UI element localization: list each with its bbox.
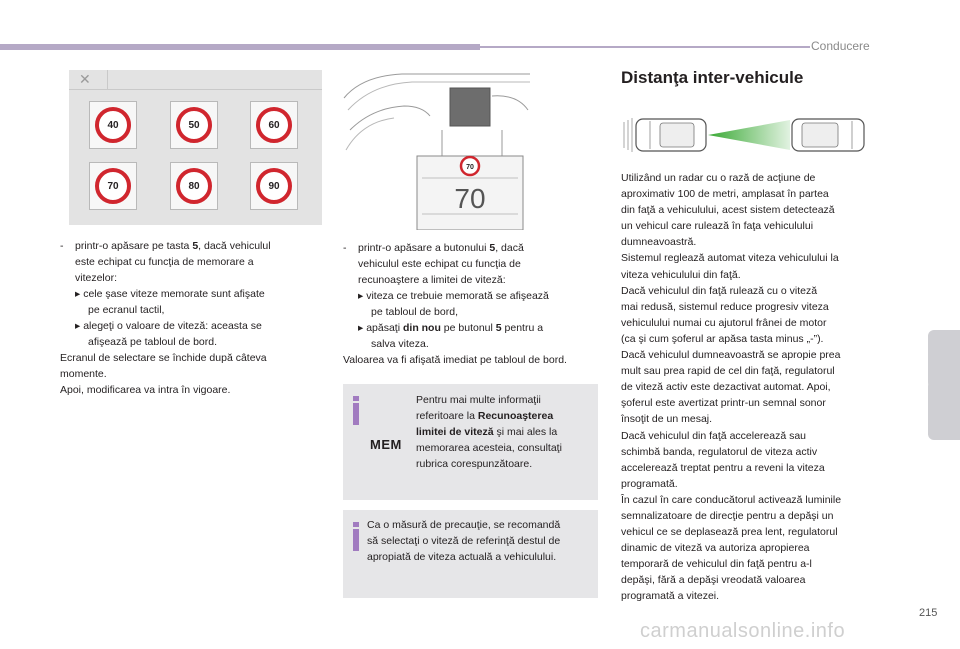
text-line: mult sau prea rapid de cel din faţă, regulatorul (621, 365, 835, 378)
text-line: Ca o măsură de precauţie, se recomandă (367, 519, 561, 531)
text-line: Pentru mai multe informaţii (416, 394, 541, 406)
text-line: Utilizând un radar cu o rază de acţiune de (621, 172, 816, 184)
radar-illustration (620, 114, 872, 156)
info-box-text (416, 392, 562, 472)
text-line: (ca şi cum şoferul ar apăsa tasta minus „-”). (621, 332, 824, 345)
speed-tile-40 (89, 101, 137, 149)
header-accent-bar (0, 44, 480, 50)
text-line: rubrica corespunzătoare. (416, 458, 533, 470)
text-line: recunoaştere a limitei de viteză: (358, 274, 506, 286)
right-column-text (621, 170, 841, 605)
speed-sign-icon: 50 (176, 107, 212, 143)
left-column-text (60, 238, 271, 398)
text-line: Apoi, modificarea va intra în vigoare. (60, 384, 231, 396)
text-line: semnalizatoare de direcţie pentru a depăşi un (621, 509, 834, 522)
text-line: însoţit de un mesaj. (621, 413, 713, 426)
text-line: apăsaţi (363, 322, 403, 334)
text-line: viteza vehiculului din faţă. (621, 268, 741, 281)
speed-tile-90 (250, 162, 298, 210)
radar-beam-icon (708, 120, 790, 150)
watermark: carmanualsonline.info (640, 620, 846, 642)
speed-tile-60 (250, 101, 298, 149)
text-line: şoferul este avertizat printr-un semnal sonor (621, 397, 826, 410)
text-line: din faţă a vehiculului, acest sistem detectează (621, 204, 835, 217)
text-line: printr-o apăsare a butonului (358, 242, 490, 254)
section-heading: Distanţa inter-vehicule (621, 68, 804, 87)
text-line: şi mai ales la (493, 426, 558, 438)
text-line: Dacă vehiculul din faţă accelerează sau (621, 429, 807, 442)
dashboard-illustration (342, 70, 532, 230)
speed-tile-80 (170, 162, 218, 210)
text-line: vitezelor: (75, 272, 118, 284)
close-icon: ✕ (79, 71, 91, 87)
check-bullet-icon: ▸ (358, 322, 364, 334)
text-line: apropiată de viteza actuală a vehiculului. (367, 551, 557, 563)
text-line: este echipat cu funcţia de memorare a (75, 256, 254, 268)
text-line: Dacă vehiculul dumneavoastră se apropie prea (621, 349, 841, 362)
speed-sign-icon: 60 (256, 107, 292, 143)
bold-text: din nou (402, 322, 441, 334)
text-line: viteza ce trebuie memorată se afişează (363, 290, 549, 302)
chapter-number: 6 (899, 346, 931, 409)
text-line: temporară de vehiculul din faţă pentru a-l (621, 558, 812, 571)
rear-vehicle-icon (624, 118, 706, 152)
text-line: pe butonul (440, 322, 496, 334)
text-line: referitoare la (416, 410, 478, 422)
text-line: momente. (60, 368, 107, 380)
text-line: Dacă vehiculul din faţă rulează cu o viteză (621, 284, 818, 297)
text-line: mai redusă, sistemul reduce progresiv viteza (621, 300, 829, 313)
text-line: , dacă vehiculul (198, 240, 271, 252)
text-line: de viteză activ este dezactivat automat. Apoi, (621, 381, 831, 394)
text-line: programată. (621, 477, 678, 490)
text-line: un vehicul care rulează în faţa vehiculului (621, 220, 814, 233)
page-number: 215 (919, 607, 938, 619)
text-line: schimbă banda, regulatorul de viteza activ (621, 445, 818, 458)
speed-sign-icon: 90 (256, 168, 292, 204)
header-accent-line (480, 46, 810, 48)
text-line: aproximativ 100 de metri, amplasat în partea (621, 188, 829, 201)
screen-top-bar (69, 70, 322, 90)
speed-sign-icon: 70 (95, 168, 131, 204)
divider (107, 70, 108, 90)
list-dash: - (343, 242, 347, 254)
info-box-text (367, 517, 560, 565)
info-icon (353, 396, 359, 426)
bold-text: 5 (495, 322, 502, 334)
text-line: În cazul în care conducătorul activează luminile (621, 493, 842, 506)
front-vehicle-icon (792, 119, 864, 151)
check-bullet-icon: ▸ (75, 288, 81, 300)
text-line: Ecranul de selectare se închide după câteva (60, 352, 267, 364)
mem-label: MEM (370, 437, 402, 452)
text-line: salva viteza. (371, 338, 429, 350)
svg-text:70: 70 (454, 183, 486, 214)
text-line: pe tabloul de bord, (371, 306, 458, 318)
speed-sign-icon: 40 (95, 107, 131, 143)
speed-selection-screen (69, 70, 322, 225)
bold-text: 5 (489, 242, 496, 254)
text-line: printr-o apăsare pe tasta (75, 240, 193, 252)
text-line: accelerează treptat pentru a reveni la viteza (621, 461, 825, 474)
check-bullet-icon: ▸ (75, 320, 81, 332)
text-line: Sistemul reglează automat viteza vehiculului la (621, 252, 839, 265)
svg-text:70: 70 (466, 164, 474, 171)
text-line: memorarea acesteia, consultaţi (416, 442, 562, 454)
bold-text: Recunoaşterea (477, 410, 554, 422)
text-line: , dacă (495, 242, 524, 254)
text-line: dumneavoastră. (621, 236, 697, 249)
info-box-precaution (343, 510, 598, 598)
text-line: vehiculul este echipat cu funcţia de (358, 258, 521, 270)
speed-sign-icon: 80 (176, 168, 212, 204)
text-line: Valoarea va fi afişată imediat pe tabloul de bord. (343, 354, 567, 366)
speed-tile-50 (170, 101, 218, 149)
text-line: dinamic de viteză va autoriza apropierea (621, 542, 810, 555)
speed-tile-70 (89, 162, 137, 210)
bold-text: 5 (192, 240, 199, 252)
text-line: depăşi, fără a depăşi vreodată valoarea (621, 574, 806, 587)
text-line: pentru a (501, 322, 544, 334)
middle-column-text (343, 240, 567, 368)
text-line: programată a vitezei. (621, 590, 720, 603)
text-line: pe ecranul tactil, (88, 304, 165, 316)
info-box-mem (343, 384, 598, 500)
check-bullet-icon: ▸ (358, 290, 364, 302)
text-line: să selectaţi o viteză de referinţă destul de (367, 535, 561, 547)
text-line: afişează pe tabloul de bord. (88, 336, 218, 348)
text-line: vehicul ce se deplasează prea lent, regulatorul (621, 526, 838, 539)
list-dash: - (60, 240, 64, 252)
bold-text: limitei de viteză (416, 426, 494, 438)
section-title: Conducere (811, 39, 870, 53)
chapter-tab (928, 330, 960, 440)
text-line: cele şase viteze memorate sunt afişate (80, 288, 265, 300)
text-line: vehiculului numai cu ajutorul frânei de motor (621, 316, 827, 329)
text-line: alegeţi o valoare de viteză: aceasta se (80, 320, 262, 332)
info-icon (353, 522, 359, 552)
